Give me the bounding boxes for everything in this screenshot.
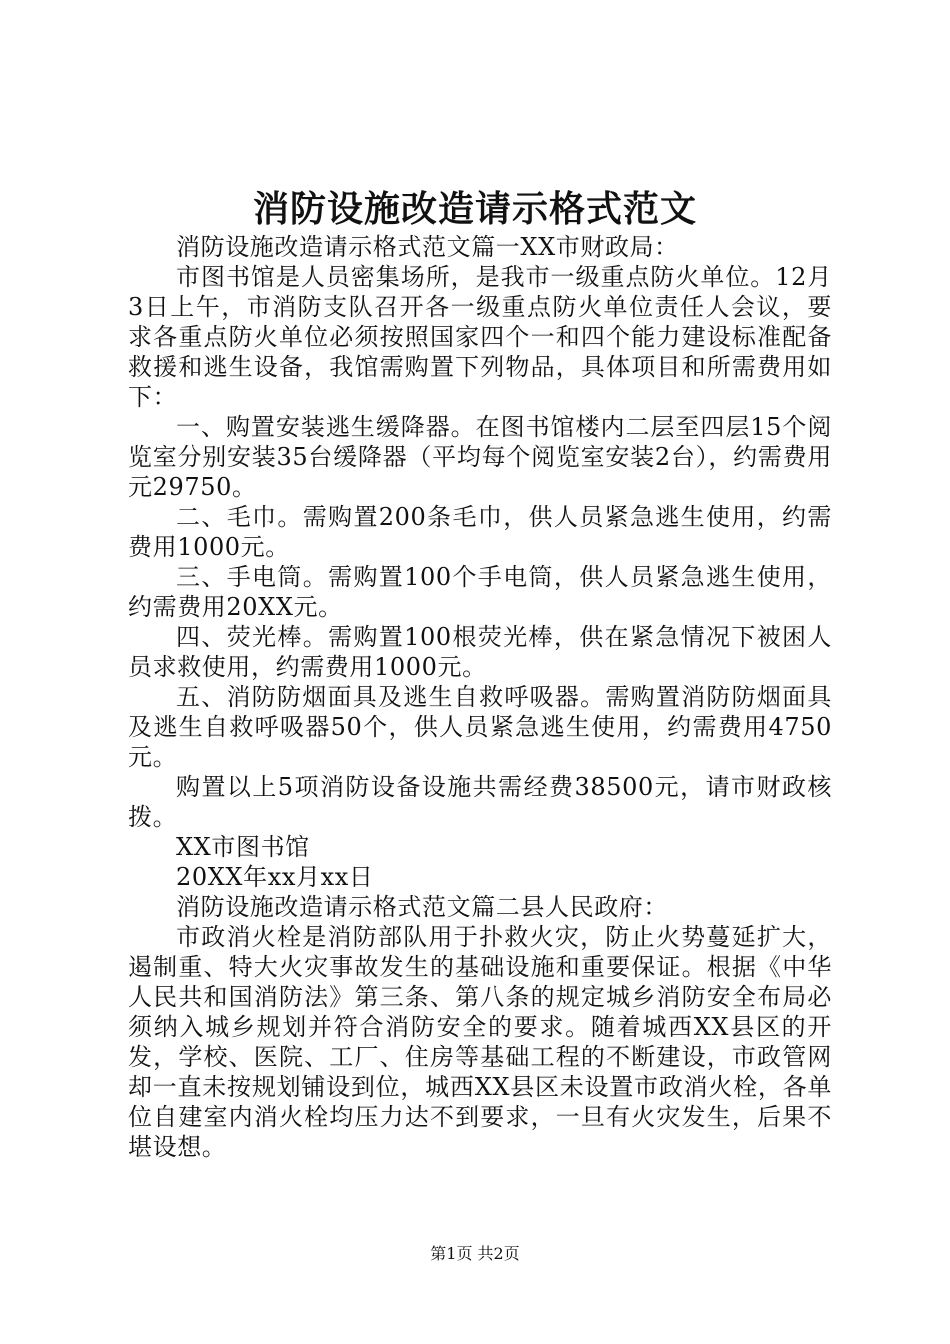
paragraph-3: 一、购置安装逃生缓降器。在图书馆楼内二层至四层15个阅览室分别安装35台缓降器（平均每个阅览室安装2台），约需费用元29750。 <box>128 413 832 501</box>
paragraph-12: 市政消火栓是消防部队用于扑救火灾，防止火势蔓延扩大，遏制重、特大火灾事故发生的基础设施和重要保证。根据《中华人民共和国消防法》第三条、第八条的规定城乡消防安全布局必须纳入城乡规划并符合消防安全的要求。随着城西XX县区的开发，学校、医院、工厂、住房等基础工程的不断建设，市政管网却一直未按规划铺设到位，城西XX县区未设置市政消火栓，各单位自建室内消火栓均压力达不到要求，一旦有火灾发生，后果不堪设想。 <box>128 923 832 1161</box>
document-body <box>128 232 832 1162</box>
signature-org: XX市图书馆 <box>176 833 310 861</box>
paragraph-4: 二、毛巾。需购置200条毛巾，供人员紧急逃生使用，约需费用1000元。 <box>128 503 832 561</box>
paragraph-8: 购置以上5项消防设备设施共需经费38500元，请市财政核拨。 <box>128 773 832 831</box>
paragraph-2: 市图书馆是人员密集场所，是我市一级重点防火单位。12月3日上午，市消防支队召开各一级重点防火单位责任人会议，要求各重点防火单位必须按照国家四个一和四个能力建设标准配备救援和逃生设备，我馆需购置下列物品，具体项目和所需费用如下： <box>128 263 832 411</box>
paragraph-6: 四、荧光棒。需购置100根荧光棒，供在紧急情况下被困人员求救使用，约需费用1000元。 <box>128 623 832 681</box>
paragraph-11: 消防设施改造请示格式范文篇二县人民政府： <box>176 893 668 921</box>
document-title: 消防设施改造请示格式范文 <box>252 188 697 230</box>
page-footer: 第1页 共2页 <box>430 1244 520 1263</box>
paragraph-7: 五、消防防烟面具及逃生自救呼吸器。需购置消防防烟面具及逃生自救呼吸器50个，供人员紧急逃生使用，约需费用4750元。 <box>128 683 832 771</box>
paragraph-5: 三、手电筒。需购置100个手电筒，供人员紧急逃生使用，约需费用20XX元。 <box>128 563 832 621</box>
signature-date: 20XX年xx月xx日 <box>176 863 374 891</box>
paragraph-1: 消防设施改造请示格式范文篇一XX市财政局： <box>176 233 679 261</box>
